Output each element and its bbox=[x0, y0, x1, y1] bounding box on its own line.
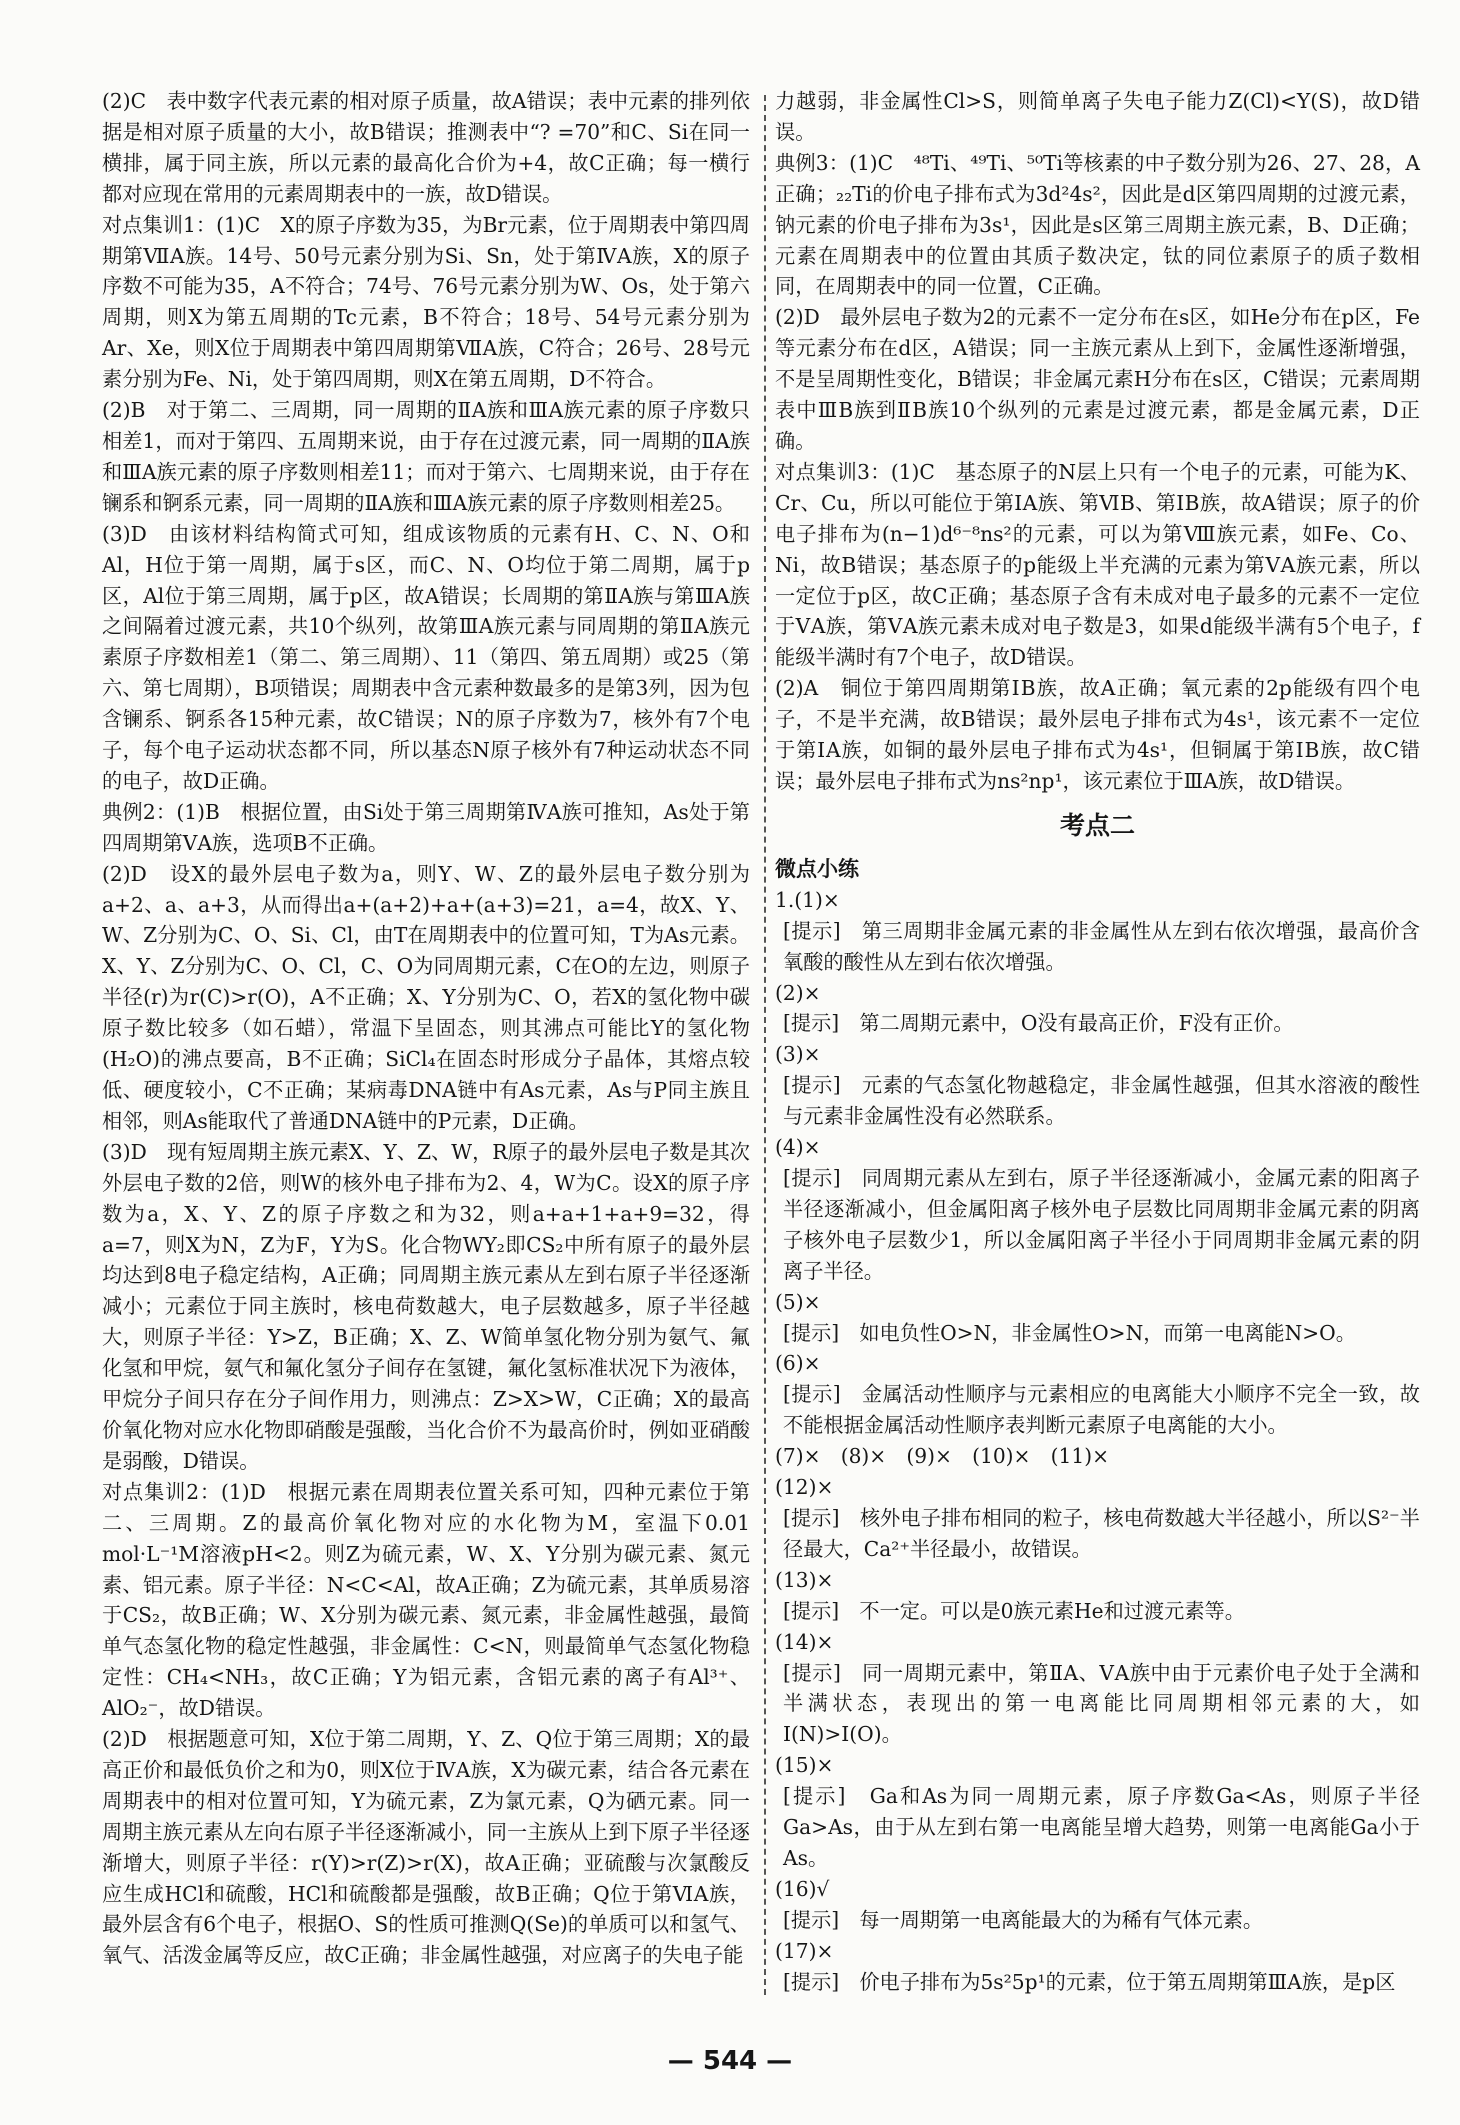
exercise-answer: (6)× bbox=[775, 1351, 821, 1376]
exercise-tip: [提示] 每一周期第一电离能最大的为稀有气体元素。 bbox=[783, 1907, 1264, 1932]
exercise-answer: (4)× bbox=[775, 1135, 821, 1160]
sub-heading: 微点小练 bbox=[775, 856, 859, 881]
exercise-answer: (12)× bbox=[775, 1475, 834, 1500]
exercise-answer: (2)× bbox=[775, 980, 821, 1005]
answer-paragraph: (3)D 现有短周期主族元素X、Y、Z、W，R原子的最外层电子数是其次外层电子数的2倍，则W的核外电子排布为2、4，W为C。设X的原子序数为a，X、Y、Z的原子序数之和为32，则a+a+1+a+9=32，得a=7，则X为N，Z为F，Y为S。化合物WY₂即CS₂中所有原子的最外层均达到8电子稳定结构，A正确；同周期主族元素从左到右原子半径逐渐减小；元素位于同主族时，核电荷数越大，电子层数越多，原子半径越大，则原子半径：Y>Z，B正确；X、Z、W简单氢化物分别为氨气、氟化氢和甲烷，氨气和氟化氢分子间存在氢键，氟化氢标准状况下为液体，甲烷分子间只存在分子间作用力，则沸点：Z>X>W，C正确；X的最高价氧化物对应水化物即硝酸是强酸，当化合价不为最高价时，例如亚硝酸是弱酸，D错误。 bbox=[102, 1139, 750, 1473]
answer-paragraph: (2)C 表中数字代表元素的相对原子质量，故A错误；表中元素的排列依据是相对原子质量的大小，故B错误；推测表中“? =70”和C、Si在同一横排，属于同主族，所以元素的最高化合价为+4，故C正确；每一横行都对应现在常用的元素周期表中的一族，故D错误。 bbox=[102, 89, 750, 206]
exercise-answer: (16)√ bbox=[775, 1876, 830, 1901]
answer-paragraph: 典例3：(1)C ⁴⁸Ti、⁴⁹Ti、⁵⁰Ti等核素的中子数分别为26、27、28，A正确；₂₂Ti的价电子排布式为3d²4s²，因此是d区第四周期的过渡元素，钠元素的价电子排布为3s¹，因此是s区第三周期主族元素，B、D正确；元素在周期表中的位置由其质子数决定，钛的同位素原子的质子数相同，在周期表中的同一位置，C正确。 bbox=[775, 150, 1420, 299]
exercise-answer: (17)× bbox=[775, 1938, 834, 1963]
exercise-tip: [提示] 核外电子排布相同的粒子，核电荷数越大半径越小，所以S²⁻半径最大，Ca²⁺半径最小，故错误。 bbox=[783, 1505, 1420, 1561]
page-number: — 544 — bbox=[667, 2046, 793, 2076]
exercise-answer: (14)× bbox=[775, 1629, 834, 1654]
section-heading: 考点二 bbox=[1059, 810, 1135, 840]
exercise-tip: [提示] 同周期元素从左到右，原子半径逐渐减小，金属元素的阳离子半径逐渐减小，但金属阳离子核外电子层数比同周期非金属元素的阴离子核外电子层数少1，所以金属阳离子半径小于同周期非金属元素的阴离子半径。 bbox=[783, 1166, 1420, 1283]
answer-paragraph: (2)D 最外层电子数为2的元素不一定分布在s区，如He分布在p区，Fe等元素分布在d区，A错误；同一主族元素从上到下，金属性逐渐增强，不是呈周期性变化，B错误；非金属元素H分布在s区，C错误；元素周期表中ⅢB族到ⅡB族10个纵列的元素是过渡元素，都是金属元素，D正确。 bbox=[775, 305, 1420, 453]
exercise-answer: (3)× bbox=[775, 1042, 821, 1067]
answer-paragraph: 对点集训2：(1)D 根据元素在周期表位置关系可知，四种元素位于第二、三周期。Z的最高价氧化物对应的水化物为M，室温下0.01 mol·L⁻¹M溶液pH<2。则Z为硫元素，W、X、Y分别为碳元素、氮元素、铝元素。原子半径：N<C<Al，故A正确；Z为硫元素，其单质易溶于CS₂，故B正确；W、X分别为碳元素、氮元素，非金属性越强，最简单气态氢化物的稳定性越强，非金属性：C<N，则最简单气态氢化物稳定性：CH₄<NH₃，故C正确；Y为铝元素，含铝元素的离子有Al³⁺、AlO₂⁻，故D错误。 bbox=[102, 1479, 750, 1721]
exercise-answer: (15)× bbox=[775, 1753, 834, 1778]
exercise-tip: [提示] Ga和As为同一周期元素，原子序数Ga<As，则原子半径Ga>As，由于从左到右第一电离能呈增大趋势，则第一电离能Ga小于As。 bbox=[783, 1784, 1420, 1870]
exercise-tip: [提示] 同一周期元素中，第ⅡA、ⅤA族中由于元素价电子处于全满和半满状态，表现出的第一电离能比同周期相邻元素的大，如I(N)>I(O)。 bbox=[783, 1660, 1420, 1747]
answer-paragraph: 对点集训3：(1)C 基态原子的N层上只有一个电子的元素，可能为K、Cr、Cu，所以可能位于第ⅠA族、第ⅥB、第ⅠB族，故A错误；原子的价电子排布为(n−1)d⁶⁻⁸ns²的元素，可以为第Ⅷ族元素，如Fe、Co、Ni，故B错误；基态原子的p能级上半充满的元素为第ⅤA族元素，所以一定位于p区，故C正确；基态原子含有未成对电子最多的元素不一定位于ⅤA族，第ⅤA族元素未成对电子数是3，如果d能级半满有5个电子，f能级半满时有7个电子，故D错误。 bbox=[775, 459, 1420, 670]
exercise-tip: [提示] 价电子排布为5s²5p¹的元素，位于第五周期第ⅢA族，是p区 bbox=[783, 1969, 1396, 1994]
answer-paragraph: (3)D 由该材料结构简式可知，组成该物质的元素有H、C、N、O和Al，H位于第一周期，属于s区，而C、N、O均位于第二周期，属于p区，Al位于第三周期，属于p区，故A错误；长周期的第ⅡA族与第ⅢA族之间隔着过渡元素，共10个纵列，故第ⅢA族元素与同周期的第ⅡA族元素原子序数相差1（第二、第三周期）、11（第四、第五周期）或25（第六、第七周期），B项错误；周期表中含元素种数最多的是第3列，因为包含镧系、锕系各15种元素，故C错误；N的原子序数为7，核外有7个电子，每个电子运动状态都不同，所以基态N原子核外有7种运动状态不同的电子，故D正确。 bbox=[102, 521, 750, 793]
exercise-answer: 1.(1)× bbox=[775, 887, 840, 912]
exercise-tip: [提示] 第三周期非金属元素的非金属性从左到右依次增强，最高价含氧酸的酸性从左到右依次增强。 bbox=[783, 918, 1420, 974]
answer-paragraph: (2)D 根据题意可知，X位于第二周期，Y、Z、Q位于第三周期；X的最高正价和最低负价之和为0，则X位于ⅣA族，X为碳元素，结合各元素在周期表中的相对位置可知，Y为硫元素，Z为氯元素，Q为硒元素。同一周期主族元素从左向右原子半径逐渐减小，同一主族从上到下原子半径逐渐增大，则原子半径：r(Y)>r(Z)>r(X)，故A正确；亚硫酸与次氯酸反应生成HCl和硫酸，HCl和硫酸都是强酸，故B正确；Q位于第ⅥA族，最外层含有6个电子，根据O、S的性质可推测Q(Se)的单质可以和氢气、氧气、活泼金属等反应，故C正确；非金属性越强，对应离子的失电子能 bbox=[102, 1727, 750, 1968]
exercise-answer: (13)× bbox=[775, 1567, 834, 1592]
column-divider bbox=[764, 95, 766, 1995]
exercise-tip: [提示] 金属活动性顺序与元素相应的电离能大小顺序不完全一致，故不能根据金属活动性顺序表判断元素原子电离能的大小。 bbox=[783, 1382, 1420, 1438]
exercise-tip: [提示] 如电负性O>N，非金属性O>N，而第一电离能N>O。 bbox=[783, 1320, 1356, 1345]
answer-paragraph: 对点集训1：(1)C X的原子序数为35，为Br元素，位于周期表中第四周期第ⅦA族。14号、50号元素分别为Si、Sn，处于第ⅣA族，X的原子序数不可能为35，A不符合；74号、76号元素分别为W、Os，处于第六周期，则X为第五周期的Tc元素，B不符合；18号、54号元素分别为Ar、Xe，则X位于周期表中第四周期第ⅦA族，C符合；26号、28号元素分别为Fe、Ni，处于第四周期，则X在第五周期，D不符合。 bbox=[102, 212, 750, 392]
exercise-tip: [提示] 不一定。可以是0族元素He和过渡元素等。 bbox=[783, 1598, 1245, 1623]
answer-paragraph: (2)D 设X的最外层电子数为a，则Y、W、Z的最外层电子数分别为a+2、a、a+3，从而得出a+(a+2)+a+(a+3)=21，a=4，故X、Y、W、Z分别为C、O、Si、Cl，由T在周期表中的位置可知，T为As元素。X、Y、Z分别为C、O、Cl，C、O为同周期元素，C在O的左边，则原子半径(r)为r(C)>r(O)，A不正确；X、Y分别为C、O，若X的氢化物中碳原子数比较多（如石蜡），常温下呈固态，则其沸点可能比Y的氢化物(H₂O)的沸点要高，B不正确；SiCl₄在固态时形成分子晶体，其熔点较低、硬度较小，C不正确；某病毒DNA链中有As元素，As与P同主族且相邻，则As能取代了普通DNA链中的P元素，D正确。 bbox=[102, 861, 750, 1133]
exercise-tip: [提示] 元素的气态氢化物越稳定，非金属性越强，但其水溶液的酸性与元素非金属性没有必然联系。 bbox=[783, 1073, 1420, 1129]
right-column bbox=[775, 86, 1420, 1997]
answer-paragraph: (2)B 对于第二、三周期，同一周期的ⅡA族和ⅢA族元素的原子序数只相差1，而对于第四、五周期来说，由于存在过渡元素，同一周期的ⅡA族和ⅢA族元素的原子序数则相差11；而对于第六、七周期来说，由于存在镧系和锕系元素，同一周期的ⅡA族和ⅢA族元素的原子序数则相差25。 bbox=[102, 398, 750, 515]
answer-paragraph: (2)A 铜位于第四周期第ⅠB族，故A正确；氧元素的2p能级有四个电子，不是半充满，故B错误；最外层电子排布式为4s¹，该元素不一定位于第ⅠA族，如铜的最外层电子排布式为4s¹，但铜属于第ⅠB族，故C错误；最外层电子排布式为ns²np¹，该元素位于ⅢA族，故D错误。 bbox=[775, 676, 1420, 793]
exercise-answer: (5)× bbox=[775, 1289, 821, 1314]
answer-paragraph: 典例2：(1)B 根据位置，由Si处于第三周期第ⅣA族可推知，As处于第四周期第ⅤA族，选项B不正确。 bbox=[102, 799, 750, 855]
answer-paragraph: 力越弱，非金属性Cl>S，则简单离子失电子能力Z(Cl)<Y(S)，故D错误。 bbox=[775, 89, 1420, 144]
exercise-tip: [提示] 第二周期元素中，O没有最高正价，F没有正价。 bbox=[783, 1011, 1294, 1036]
exercise-answer: (7)× (8)× (9)× (10)× (11)× bbox=[775, 1444, 1109, 1469]
left-column bbox=[102, 86, 750, 1971]
